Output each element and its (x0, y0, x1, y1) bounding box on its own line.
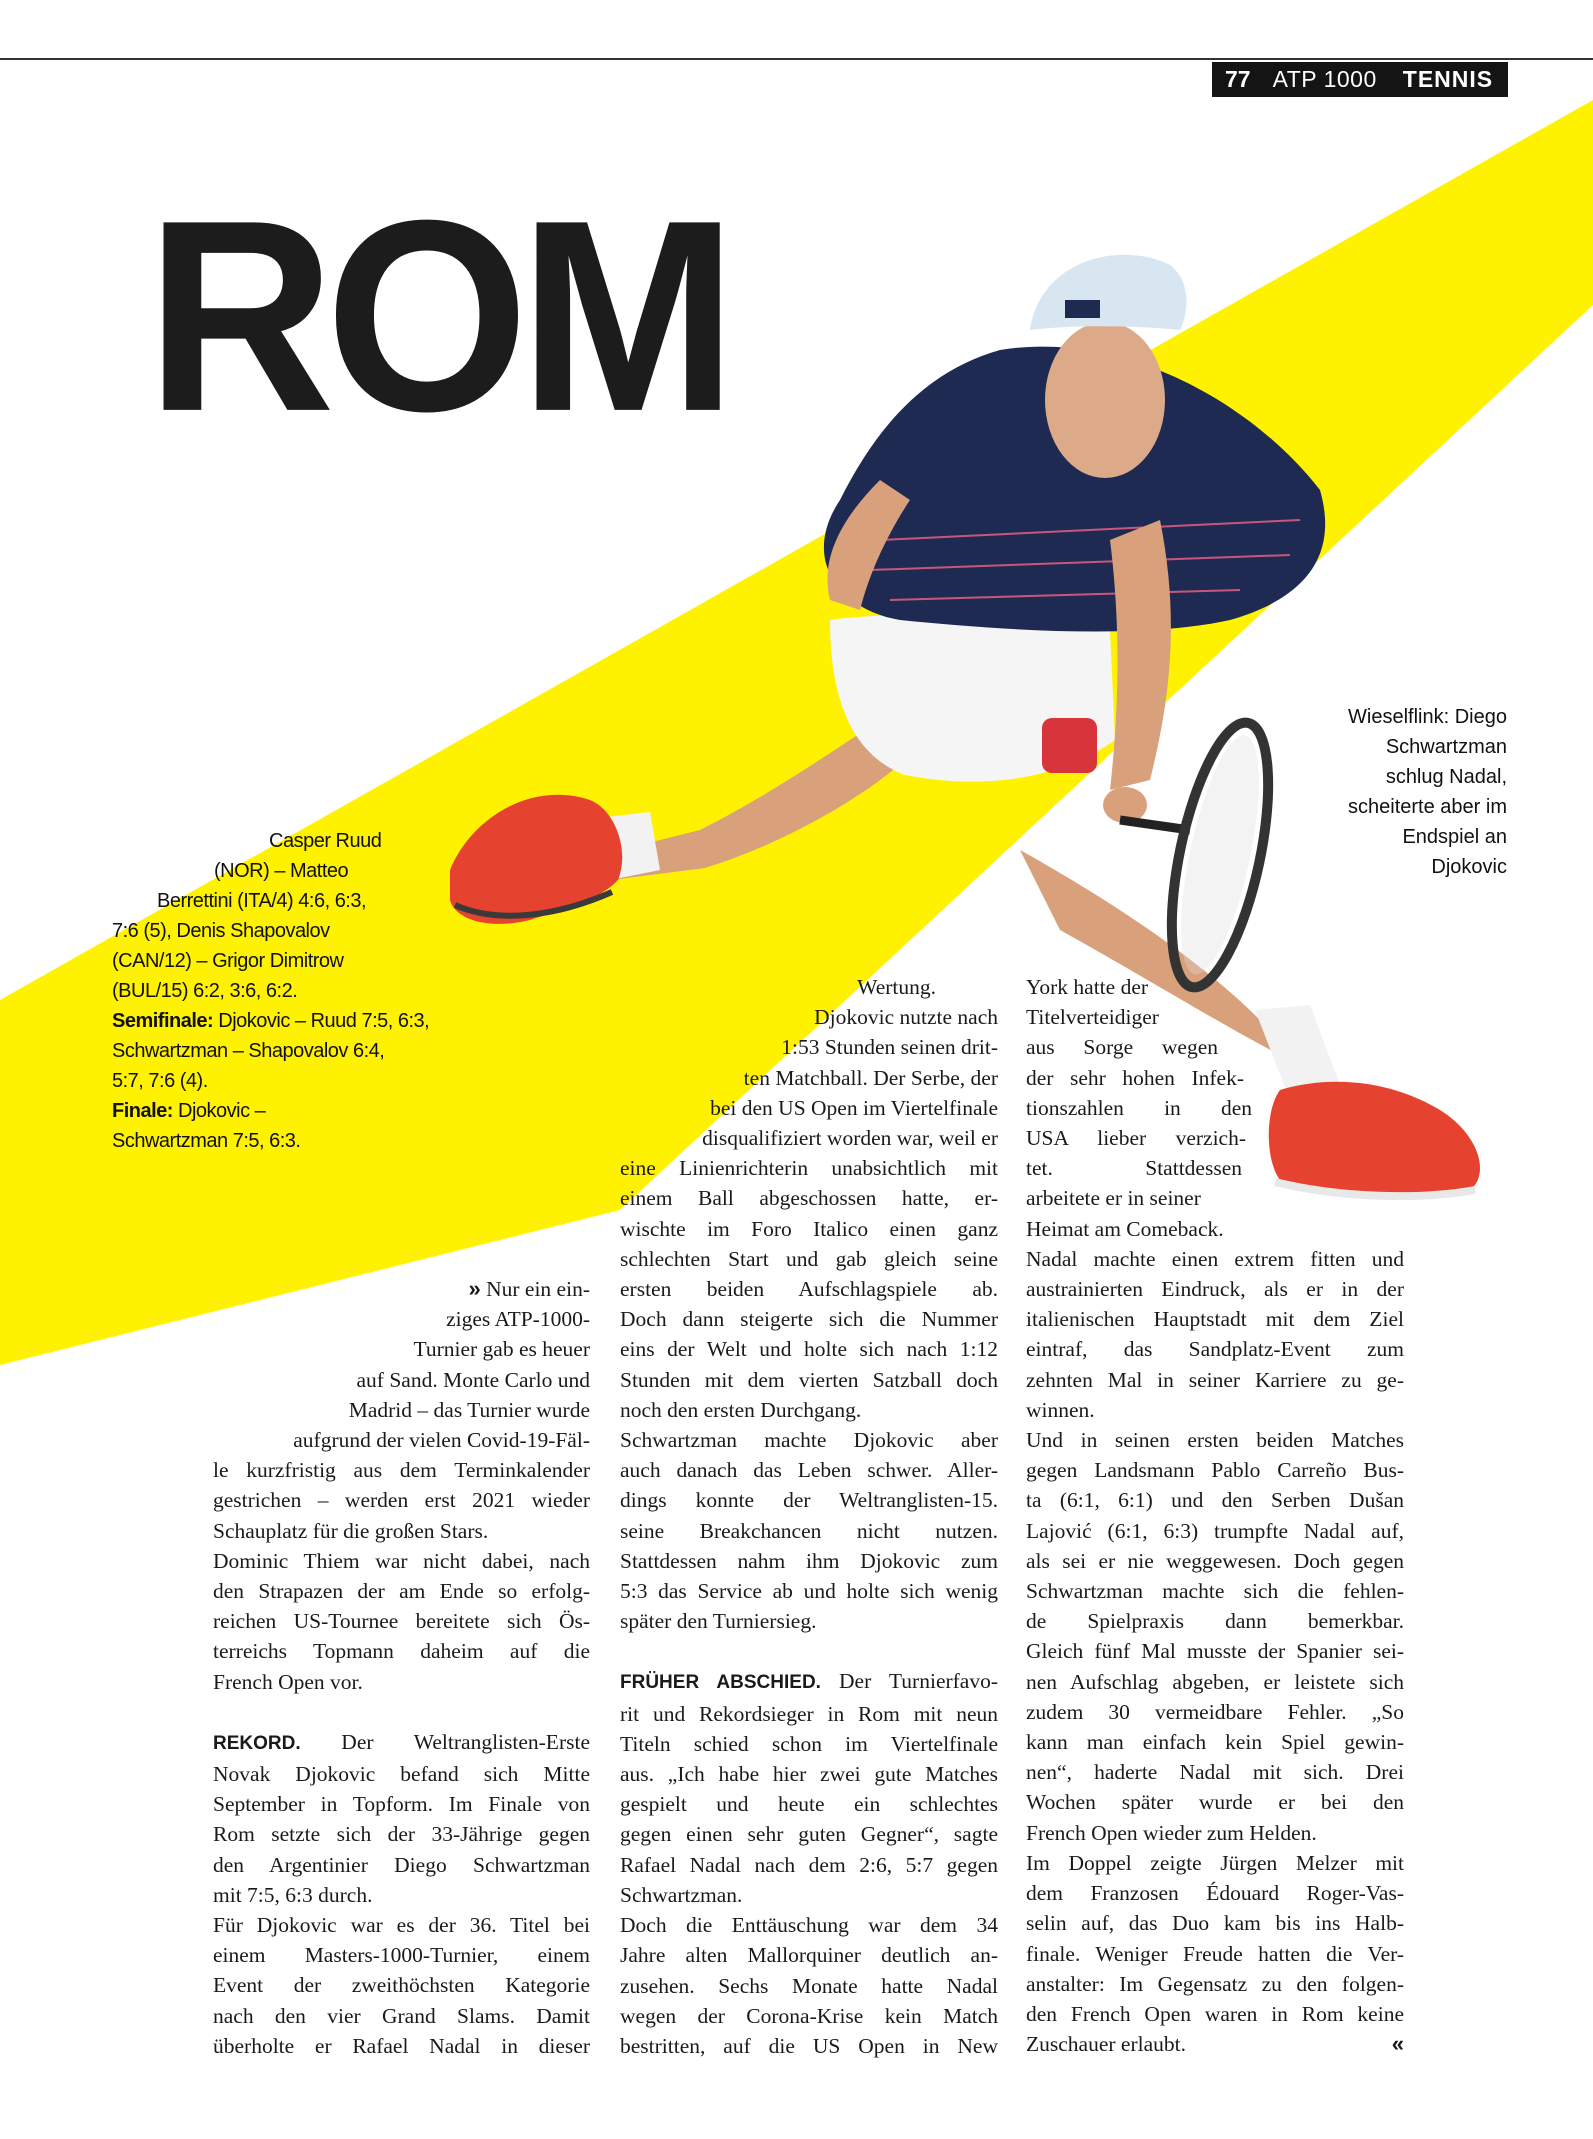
article-line: Dominic Thiem war nicht dabei, nach (213, 1548, 590, 1573)
article-line: als sei er nie weggewesen. Doch gegen (1026, 1548, 1404, 1573)
article-line: einem Ball abgeschossen hatte, er- (620, 1186, 998, 1211)
article-line: Schauplatz für die großen Stars. (213, 1518, 489, 1543)
article-line: eintraf, das Sandplatz-Event zum (1026, 1337, 1404, 1362)
caption-line: schlug Nadal, (1385, 766, 1507, 788)
results-line: 7:6 (5), Denis Shapovalov (112, 920, 330, 942)
article-line: einem Masters-1000-Turnier, einem (213, 1943, 590, 1968)
article-line: wegen der Corona-Krise kein Match (620, 2003, 998, 2028)
page-number: 77 (1225, 66, 1251, 92)
article-line: winnen. (1026, 1397, 1095, 1422)
article-line: ten Matchball. Der Serbe, der (743, 1065, 998, 1090)
article-line: den French Open waren in Rom keine (1026, 2001, 1404, 2026)
article-column-3 (1026, 972, 1404, 2059)
article-line: der sehr hohen Infek- (1026, 1065, 1244, 1090)
article-line: le kurzfristig aus dem Terminkalender (213, 1458, 590, 1483)
caption-line: Djokovic (1431, 856, 1507, 878)
article-line: nen Aufschlag abgeben, er leistete sich (1026, 1669, 1404, 1694)
article-line: gespielt und heute ein schlechtes (620, 1792, 998, 1817)
article-line: Und in seinen ersten beiden Matches (1026, 1428, 1404, 1453)
article-line: zehnten Mal in seiner Karriere zu ge- (1026, 1367, 1404, 1392)
article-line: Schwartzman. (620, 1882, 743, 1907)
caption-line: Schwartzman (1385, 736, 1507, 758)
quote-open-mark: » (468, 1276, 481, 1301)
article-line: Titeln schied schon im Viertelfinale (620, 1731, 998, 1756)
article-line: Wertung. (857, 975, 936, 999)
article-line: York hatte der (1026, 975, 1149, 999)
article-line: rit und Rekordsieger in Rom mit neun (620, 1701, 998, 1726)
results-box (112, 826, 452, 1156)
category-label: TENNIS (1402, 66, 1494, 92)
article-line: nen“, haderte Nadal mit sich. Drei (1026, 1760, 1404, 1785)
article-line: September in Topform. Im Finale von (213, 1792, 590, 1817)
article-line: eine Linienrichterin unabsichtlich mit (620, 1156, 998, 1181)
article-line: Schwartzman machte sich die fehlen- (1026, 1579, 1404, 1604)
article-line: Im Doppel zeigte Jürgen Melzer mit (1026, 1850, 1404, 1875)
article-line: reichen US-Tournee bereitete sich Ös- (213, 1609, 590, 1634)
article-line: Lajović (6:1, 6:3) trumpfte Nadal auf, (1026, 1518, 1404, 1543)
article-line: ta (6:1, 6:1) und den Serben Dušan (1026, 1488, 1404, 1513)
article-line: tionszahlen in den (1026, 1095, 1252, 1120)
article-line: arbeitete er in seiner (1026, 1186, 1201, 1211)
article-line: aus Sorge wegen (1026, 1035, 1218, 1060)
article-line: Madrid – das Turnier wurde (348, 1397, 590, 1422)
article-line: Stattdessen nahm ihm Djokovic zum (620, 1548, 998, 1573)
results-line: Berrettini (ITA/4) 4:6, 6:3, (157, 890, 367, 912)
article-line: terreichs Topmann daheim auf die (213, 1639, 590, 1664)
results-line: Schwartzman – Shapovalov 6:4, (112, 1040, 385, 1062)
article-line: bei den US Open im Viertelfinale (710, 1095, 998, 1120)
article-line: Turnier gab es heuer (413, 1337, 590, 1362)
article-line: ziges ATP-1000- (446, 1307, 590, 1332)
article-line: selin auf, das Duo kam bis ins Halb- (1026, 1911, 1404, 1936)
results-line: Casper Ruud (269, 830, 382, 852)
article-line: Event der zweithöchsten Kategorie (213, 1973, 590, 1998)
article-column-1 (213, 1274, 590, 2061)
page-title: ROM (146, 163, 728, 469)
final-label: Finale: (112, 1100, 173, 1122)
article-line: de Spielpraxis dann bemerkbar. (1026, 1609, 1404, 1634)
article-line: tet. Stattdessen (1026, 1156, 1242, 1181)
caption-line: Wieselflink: Diego (1348, 706, 1507, 728)
article-line: USA lieber verzich- (1026, 1126, 1246, 1151)
results-line: (NOR) – Matteo (214, 860, 349, 882)
article-line: zudem 30 vermeidbare Fehler. „So (1026, 1699, 1404, 1724)
article-line: gestrichen – werden erst 2021 wieder (213, 1488, 590, 1513)
article-line: gegen Landsmann Pablo Carreño Bus- (1026, 1458, 1404, 1483)
results-semifinal (112, 1006, 452, 1036)
article-line: dings konnte der Weltranglisten-15. (620, 1488, 998, 1513)
results-line: (CAN/12) – Grigor Dimitrow (112, 950, 344, 972)
article-line: den Argentinier Diego Schwartzman (213, 1852, 590, 1877)
article-line: später den Turniersieg. (620, 1609, 817, 1634)
article-line: zusehen. Sechs Monate hatte Nadal (620, 1973, 998, 1998)
article-line: nach den vier Grand Slams. Damit (213, 2003, 590, 2028)
article-line: Heimat am Comeback. (1026, 1216, 1224, 1241)
article-line: Rafael Nadal nach dem 2:6, 5:7 gegen (620, 1852, 998, 1877)
article-line: kann man einfach kein Spiel gewin- (1026, 1730, 1404, 1755)
article-line: FRÜHER ABSCHIED. Der Turnierfavo- (620, 1669, 999, 1694)
results-line: (BUL/15) 6:2, 3:6, 6:2. (112, 980, 298, 1002)
article-line: Gleich fünf Mal musste der Spanier sei- (1026, 1639, 1404, 1664)
results-final (112, 1096, 452, 1126)
article-line: auf Sand. Monte Carlo und (356, 1367, 590, 1392)
article-line: gegen einen sehr guten Gegner“, sagte (620, 1822, 998, 1847)
article-line: French Open wieder zum Helden. (1026, 1820, 1317, 1845)
photo-caption (1267, 702, 1507, 882)
article-line: bestritten, auf die US Open in New (620, 2033, 998, 2058)
subheading-rekord: REKORD. (213, 1732, 301, 1754)
article-line: REKORD. Der Weltranglisten-Erste (213, 1729, 590, 1754)
article-line: austrainierten Eindruck, als er in der (1026, 1277, 1404, 1302)
article-line: eins der Welt und holte sich nach 1:12 (620, 1337, 998, 1362)
article-line: Für Djokovic war es der 36. Titel bei (213, 1913, 590, 1938)
semifinal-label: Semifinale: (112, 1010, 214, 1032)
quote-close-mark: « (1391, 2031, 1404, 2057)
subheading-frueher-abschied: FRÜHER ABSCHIED. (620, 1672, 821, 1694)
article-line: Djokovic nutzte nach (814, 1005, 998, 1030)
article-line: italienischen Hauptstadt mit dem Ziel (1026, 1307, 1404, 1332)
article-line: schlechten Start und gab gleich seine (620, 1246, 998, 1271)
article-line: French Open vor. (213, 1669, 363, 1694)
article-line: den Strapazen der am Ende so erfolg- (213, 1579, 590, 1604)
section-label: ATP 1000 (1272, 66, 1377, 92)
article-line: wischte im Foro Italico einen ganz (620, 1216, 998, 1241)
article-line: Novak Djokovic befand sich Mitte (213, 1762, 590, 1787)
article-line: Stunden mit dem vierten Satzball doch (620, 1367, 998, 1392)
article-line: Zuschauer erlaubt. « (1026, 2029, 1404, 2059)
article-line: Doch dann steigerte sich die Nummer (620, 1307, 998, 1332)
caption-line: Endspiel an (1402, 826, 1507, 848)
article-line: ersten beiden Aufschlagspiele ab. (620, 1277, 998, 1302)
article-line: anstalter: Im Gegensatz zu den folgen- (1026, 1971, 1404, 1996)
article-line: auch danach das Leben schwer. Aller- (620, 1458, 998, 1483)
article-line: 5:3 das Service ab und holte sich wenig (620, 1579, 998, 1604)
article-line: finale. Weniger Freude hatten die Ver- (1026, 1941, 1404, 1966)
article-line: dem Franzosen Édouard Roger-Vas- (1026, 1881, 1404, 1906)
article-line: Doch die Enttäuschung war dem 34 (620, 1913, 998, 1938)
article-line: Jahre alten Mallorquiner deutlich an- (620, 1943, 998, 1968)
article-line: Rom setzte sich der 33-Jährige gegen (213, 1822, 590, 1847)
article-line: 1:53 Stunden seinen drit- (781, 1035, 998, 1060)
article-line: aufgrund der vielen Covid-19-Fäl- (293, 1428, 590, 1453)
article-line: noch den ersten Durchgang. (620, 1397, 862, 1422)
caption-line: scheiterte aber im (1348, 796, 1507, 818)
article-column-2 (620, 972, 998, 2061)
article-line: seine Breakchancen nicht nutzen. (620, 1518, 998, 1543)
article-line: aus. „Ich habe hier zwei gute Matches (620, 1762, 998, 1787)
semifinal-text: Djokovic – Ruud 7:5, 6:3, (213, 1010, 430, 1032)
article-line: überholte er Rafael Nadal in dieser (213, 2033, 590, 2058)
article-line: Titelverteidiger (1026, 1005, 1159, 1030)
results-line: 5:7, 7:6 (4). (112, 1070, 208, 1092)
article-line: Nadal machte einen extrem fitten und (1026, 1246, 1404, 1271)
article-line: mit 7:5, 6:3 durch. (213, 1882, 373, 1907)
article-line: » Nur ein ein- (468, 1276, 590, 1301)
final-text: Djokovic – (172, 1100, 266, 1122)
article-line: Wochen später wurde er bei den (1026, 1790, 1404, 1815)
article-line: Schwartzman machte Djokovic aber (620, 1428, 998, 1453)
article-line: disqualifiziert worden war, weil er (702, 1126, 998, 1151)
results-line: Schwartzman 7:5, 6:3. (112, 1130, 301, 1152)
